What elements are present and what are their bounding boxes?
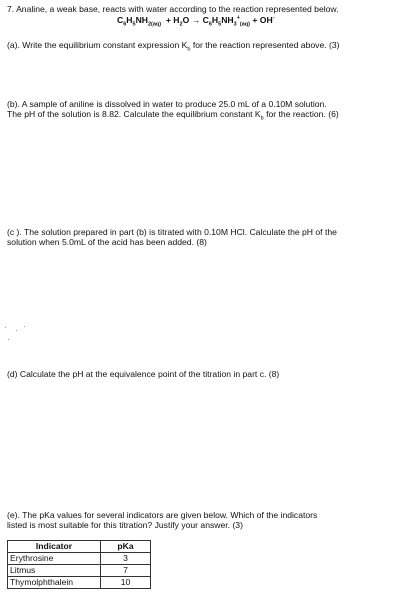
- part-a: (a). Write the equilibrium constant expression $K_b$ for the reaction represented above. (3): [7, 40, 340, 53]
- table-row: [8, 565, 151, 577]
- indicator-table: [7, 540, 151, 589]
- indicator-pka: 3: [101, 553, 151, 565]
- part-e-line2: listed is most suitable for this titration? Justify your answer. (3): [7, 520, 243, 530]
- part-d: (d) Calculate the pH at the equivalence point of the titration in part c. (8): [7, 369, 280, 379]
- table-row: [8, 577, 151, 589]
- table-row: [8, 553, 151, 565]
- indicator-name: Thymolphthalein: [8, 577, 101, 589]
- indicator-name: Litmus: [8, 565, 101, 577]
- indicator-header: Indicator: [8, 541, 101, 553]
- indicator-pka: 7: [101, 565, 151, 577]
- part-c-line2: solution when 5.0mL of the acid has been added. (8): [7, 237, 207, 247]
- reaction-equation: $C_6H_5NH_{2(aq)} + H_2O \to C_6H_5NH_3^+_{(aq)} + OH^-$: [117, 15, 275, 28]
- indicator-pka: 10: [101, 577, 151, 589]
- part-c-line1: (c ). The solution prepared in part (b) is titrated with 0.10M HCl. Calculate the pH of the: [7, 227, 337, 237]
- part-b-line1: (b). A sample of aniline is dissolved in water to produce 25.0 mL of a 0.10M solution.: [7, 99, 327, 109]
- question-intro: 7. Analine, a weak base, reacts with water according to the reaction represented below.: [7, 4, 339, 14]
- indicator-name: Erythrosine: [8, 553, 101, 565]
- table-header-row: [8, 541, 151, 553]
- pka-header: pKa: [101, 541, 151, 553]
- part-b-line2: The pH of the solution is 8.82. Calculate the equilibrium constant $K_b$ for the reaction. (6): [7, 109, 339, 122]
- part-e-line1: (e). The pKa values for several indicators are given below. Which of the indicators: [7, 510, 318, 520]
